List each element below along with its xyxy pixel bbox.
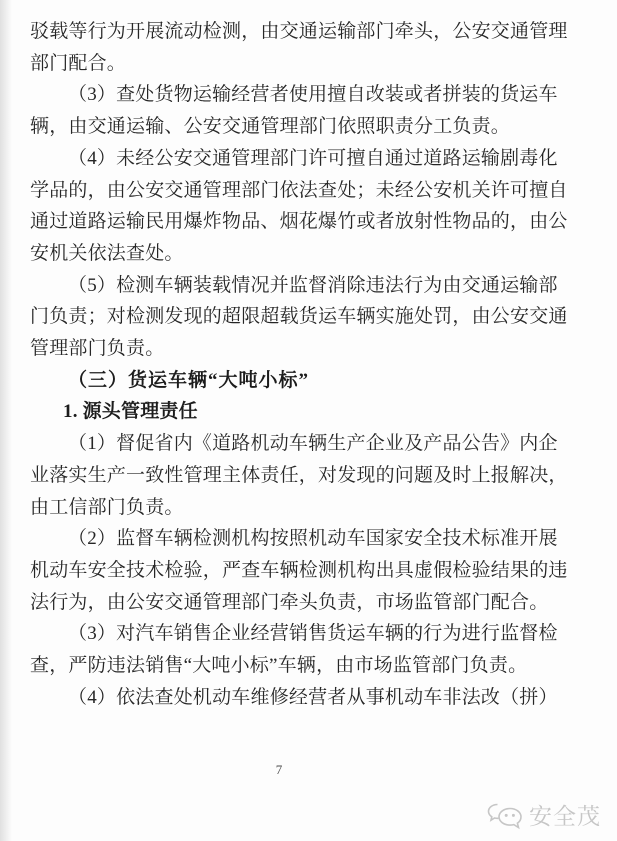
text-line: 通过道路运输民用爆炸物品、烟花爆竹或者放射性物品的，由公 (30, 211, 568, 233)
text-line: （1）督促省内《道路机动车辆生产企业及产品公告》内企 (68, 433, 558, 455)
text-line: 安机关依法查处。 (30, 242, 184, 264)
text-line: 1. 源头管理责任 (63, 401, 198, 423)
text-line: 法行为，由公安交通管理部门牵头负责，市场监管部门配合。 (30, 591, 549, 613)
text-line: 辆，由交通运输、公安交通管理部门依照职责分工负责。 (30, 116, 511, 138)
document-content (30, 16, 568, 713)
text-line: 驳载等行为开展流动检测，由交通运输部门牵头，公安交通管理 (30, 21, 568, 42)
text-line: 查，严防违法销售“大吨小标”车辆，由市场监管部门负责。 (30, 655, 528, 677)
paragraph (30, 79, 558, 142)
text-line: 学品的，由公安交通管理部门依法查处；未经公安机关许可擅自 (30, 179, 568, 201)
text-line: （4）未经公安交通管理部门许可擅自通过道路运输剧毒化 (68, 147, 558, 169)
watermark-brand-text: 安全茂 (529, 803, 601, 829)
text-line: （3）对汽车销售企业经营销售货运车辆的行为进行监督检 (68, 623, 558, 645)
paragraph (30, 365, 544, 397)
paragraph (30, 682, 558, 714)
text-line: （2）监督车辆检测机构按照机动车国家安全技术标准开展 (68, 528, 558, 550)
paragraph (30, 428, 568, 523)
text-line: 门负责；对检测发现的超限超载货运车辆实施处罚，由公安交通 (30, 306, 568, 328)
text-line: （3）查处货物运输经营者使用擅自改装或者拼装的货运车 (68, 84, 558, 106)
text-line: （4）依法查处机动车维修经营者从事机动车非法改（拼） (68, 686, 558, 708)
paragraph (30, 523, 568, 618)
paragraph (30, 143, 568, 270)
text-line: 部门配合。 (30, 52, 127, 74)
watermark (484, 800, 601, 832)
paragraph (30, 270, 568, 365)
text-line: （三）货运车辆“大吨小标” (68, 369, 310, 391)
text-line: 由工信部门负责。 (30, 496, 184, 518)
paragraph (30, 396, 544, 428)
paragraph (30, 16, 568, 79)
chat-bubbles-icon (484, 800, 526, 832)
scan-edge-shadow (0, 0, 12, 841)
page-number: 7 (275, 762, 283, 777)
text-line: 机动车安全技术检验，严查车辆检测机构出具虚假检验结果的违 (30, 559, 568, 581)
text-line: 业落实生产一致性管理主体责任，对发现的问题及时上报解决， (30, 464, 568, 486)
text-line: （5）检测车辆装载情况并监督消除违法行为由交通运输部 (68, 274, 558, 296)
text-line: 管理部门负责。 (30, 338, 165, 360)
paragraph (30, 618, 558, 681)
